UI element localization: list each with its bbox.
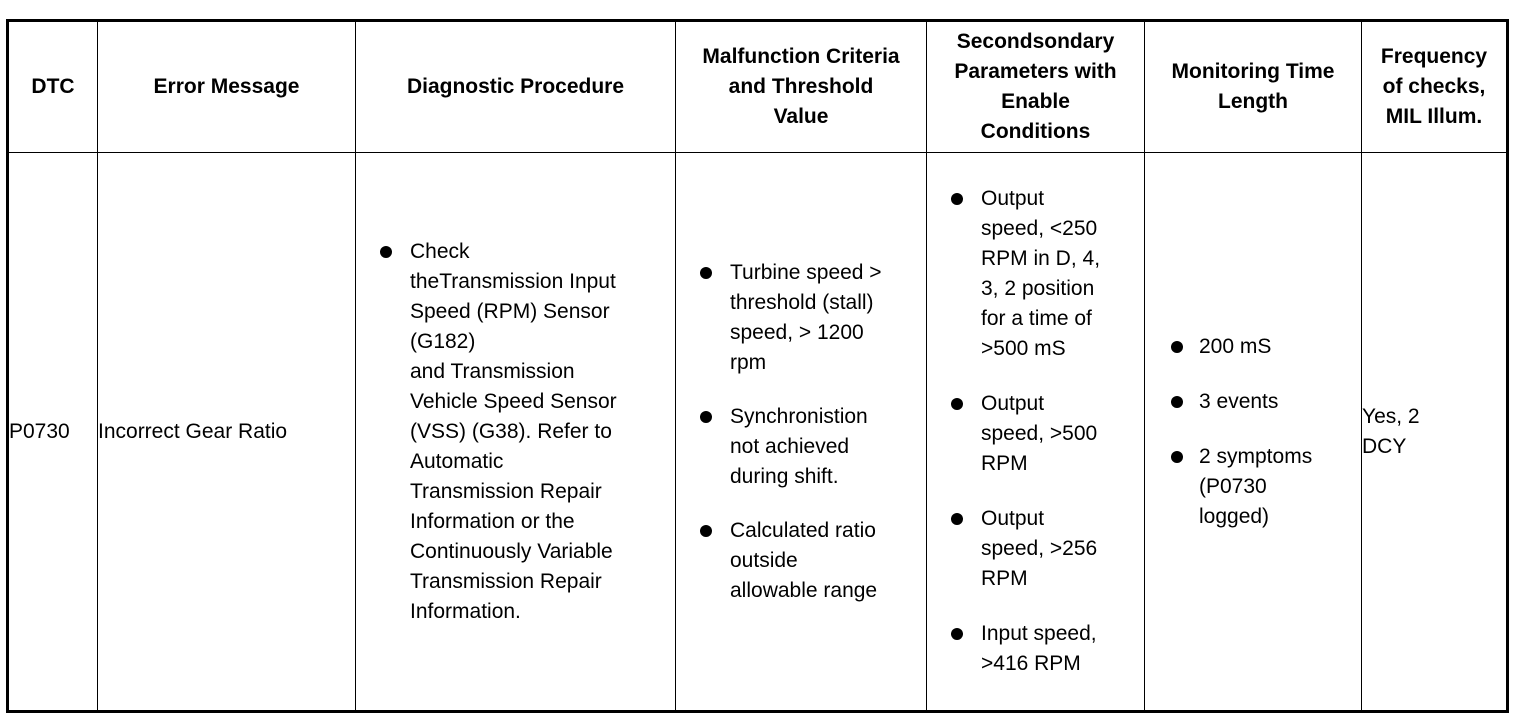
monitoring-bullet	[1145, 442, 1361, 532]
criteria-line: threshold (stall)	[730, 290, 874, 314]
monitoring-line: 3 events	[1199, 389, 1279, 413]
header-row	[8, 21, 1508, 153]
monitoring-bullet	[1145, 332, 1361, 362]
parameter-line: 3, 2 position	[981, 277, 1095, 300]
procedure-line: (VSS) (G38). Refer to	[410, 419, 612, 443]
bullet-icon	[1171, 396, 1183, 408]
procedure-line: Continuously Variable	[410, 539, 613, 563]
cell-monitoring-time	[1145, 153, 1362, 712]
header-monitoring-time	[1145, 21, 1362, 153]
header-line: Monitoring Time	[1171, 60, 1335, 83]
parameter-line: Input speed,	[981, 622, 1097, 645]
bullet-icon	[700, 411, 712, 423]
bullet-icon	[951, 628, 963, 640]
criteria-bullet	[676, 402, 926, 492]
cell-frequency	[1362, 153, 1508, 712]
parameter-line: RPM	[981, 567, 1028, 590]
procedure-line: theTransmission Input	[410, 269, 616, 293]
bullet-icon	[700, 525, 712, 537]
parameter-bullet	[927, 184, 1144, 364]
bullet-icon	[1171, 341, 1183, 353]
parameter-line: >500 mS	[981, 337, 1066, 360]
procedure-line: Transmission Repair	[410, 569, 602, 593]
procedure-line: and Transmission	[410, 359, 575, 383]
bullet-icon	[380, 246, 392, 258]
parameter-line: speed, >500	[981, 422, 1098, 445]
cell-malfunction-criteria	[676, 153, 927, 712]
criteria-line: speed, > 1200	[730, 320, 864, 344]
procedure-line: Check	[410, 239, 470, 263]
parameter-line: >416 RPM	[981, 652, 1081, 675]
bullet-icon	[951, 513, 963, 525]
monitoring-line: (P0730	[1199, 474, 1267, 498]
header-line: Secondsondary	[956, 30, 1115, 53]
header-line: of checks,	[1382, 75, 1486, 98]
parameter-bullet	[927, 504, 1144, 594]
header-line: Frequency	[1380, 45, 1488, 68]
header-diagnostic-procedure: Diagnostic Procedure	[356, 21, 676, 153]
criteria-bullet	[676, 516, 926, 606]
parameter-line: RPM	[981, 452, 1028, 475]
criteria-line: Calculated ratio	[730, 518, 876, 542]
cell-diagnostic-procedure	[356, 153, 676, 712]
criteria-line: allowable range	[730, 578, 878, 602]
parameter-line: Output	[981, 187, 1045, 210]
cell-secondary-parameters	[927, 153, 1145, 712]
parameter-line: speed, <250	[981, 217, 1098, 240]
header-line: Enable	[1001, 90, 1070, 113]
procedure-bullet	[356, 237, 675, 627]
criteria-bullet	[676, 258, 926, 378]
parameter-line: speed, >256	[981, 537, 1098, 560]
bullet-icon	[1171, 451, 1183, 463]
table-row	[8, 153, 1508, 712]
bullet-icon	[700, 267, 712, 279]
monitoring-line: 2 symptoms	[1199, 444, 1313, 468]
monitoring-bullet	[1145, 387, 1361, 417]
procedure-line: Automatic	[410, 449, 504, 473]
monitoring-line: logged)	[1199, 504, 1270, 528]
parameter-bullet	[927, 389, 1144, 479]
cell-dtc-code: P0730	[8, 153, 98, 712]
header-line: Malfunction Criteria	[702, 45, 900, 68]
criteria-line: during shift.	[730, 464, 839, 488]
procedure-line: (G182)	[410, 329, 476, 353]
header-line: Length	[1218, 90, 1288, 113]
criteria-line: Turbine speed >	[730, 260, 882, 284]
criteria-line: rpm	[730, 350, 767, 374]
parameter-line: for a time of	[981, 307, 1092, 330]
cell-error-message: Incorrect Gear Ratio	[98, 153, 356, 712]
header-line: MIL Illum.	[1385, 105, 1483, 128]
criteria-line: Synchronistion	[730, 404, 868, 428]
header-frequency	[1362, 21, 1508, 153]
procedure-line: Information.	[410, 599, 521, 623]
header-error-message: Error Message	[98, 21, 356, 153]
header-dtc: DTC	[8, 21, 98, 153]
bullet-icon	[951, 398, 963, 410]
header-line: and Threshold	[728, 75, 874, 98]
header-line: Conditions	[980, 120, 1091, 143]
frequency-line: Yes, 2	[1362, 404, 1420, 428]
parameter-line: Output	[981, 392, 1045, 415]
header-line: Value	[773, 105, 829, 128]
header-malfunction-criteria	[676, 21, 927, 153]
parameter-line: RPM in D, 4,	[981, 247, 1101, 270]
procedure-line: Transmission Repair	[410, 479, 602, 503]
monitoring-line: 200 mS	[1199, 334, 1272, 358]
dtc-table	[6, 19, 1509, 713]
parameter-line: Output	[981, 507, 1045, 530]
procedure-line: Information or the	[410, 509, 575, 533]
bullet-icon	[951, 193, 963, 205]
parameter-bullet	[927, 619, 1144, 679]
header-secondary-parameters	[927, 21, 1145, 153]
procedure-line: Speed (RPM) Sensor	[410, 299, 610, 323]
criteria-line: not achieved	[730, 434, 850, 458]
criteria-line: outside	[730, 548, 798, 572]
frequency-line: DCY	[1362, 434, 1407, 458]
procedure-line: Vehicle Speed Sensor	[410, 389, 617, 413]
header-line: Parameters with	[954, 60, 1117, 83]
